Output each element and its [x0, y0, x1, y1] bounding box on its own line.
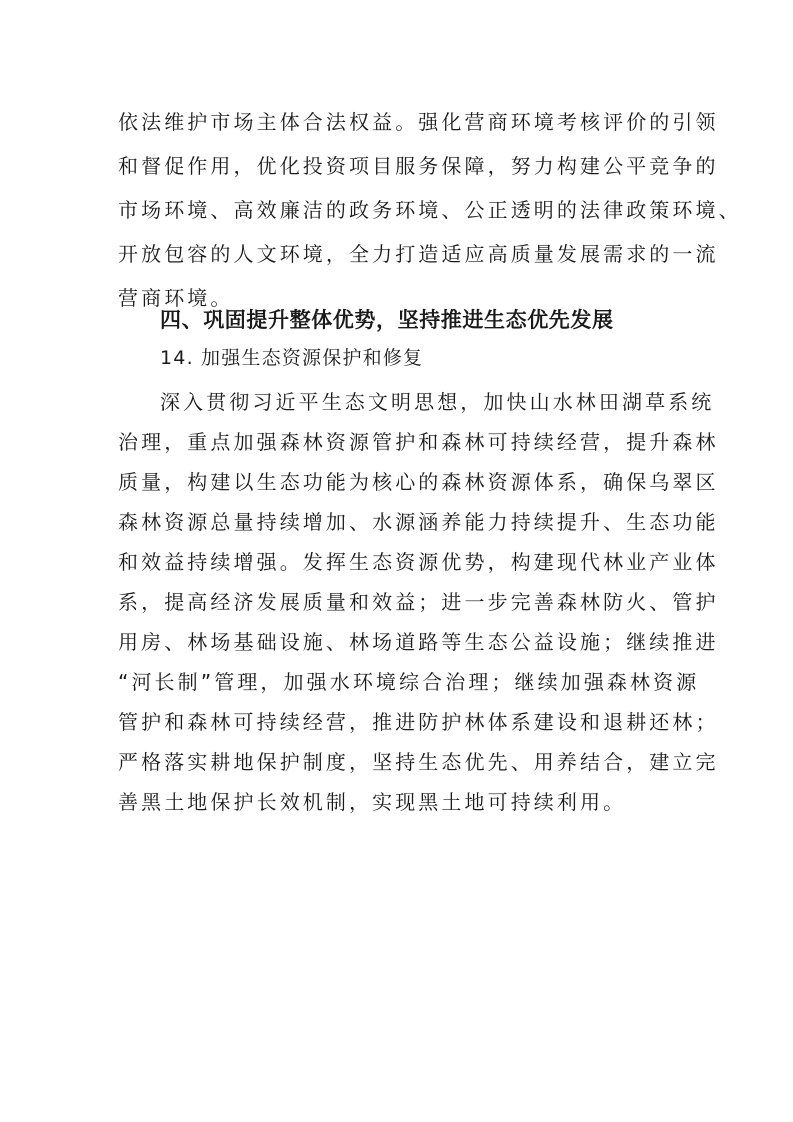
paragraph-line: 管护和森林可持续经营，推进防护林体系建设和退耕还林； [118, 710, 719, 734]
paragraph-line: 依法维护市场主体合法权益。强化营商环境考核评价的引领 [118, 110, 719, 134]
subsection-heading: 14. 加强生态资源保护和修复 [160, 347, 424, 369]
paragraph-line: 深入贯彻习近平生态文明思想，加快山水林田湖草系统 [160, 390, 715, 414]
paragraph-line: 开放包容的人文环境，全力打造适应高质量发展需求的一流 [118, 242, 719, 266]
paragraph-line: 系，提高经济发展质量和效益；进一步完善森林防火、管护 [118, 590, 719, 614]
paragraph-line: 严格落实耕地保护制度，坚持生态优先、用养结合，建立完 [118, 750, 719, 774]
paragraph-line: 用房、林场基础设施、林场道路等生态公益设施；继续推进 [118, 630, 719, 654]
paragraph-line: 营商环境。 [118, 286, 234, 310]
paragraph-line: 质量，构建以生态功能为核心的森林资源体系，确保乌翠区 [118, 470, 719, 494]
paragraph-line: 和督促作用，优化投资项目服务保障，努力构建公平竞争的 [118, 154, 719, 178]
paragraph-line: 善黑土地保护长效机制，实现黑土地可持续利用。 [118, 790, 627, 814]
paragraph-line: 治理，重点加强森林资源管护和森林可持续经营，提升森林 [118, 430, 719, 454]
paragraph-line: 森林资源总量持续增加、水源涵养能力持续提升、生态功能 [118, 510, 719, 534]
paragraph-line: 市场环境、高效廉洁的政务环境、公正透明的法律政策环境、 [118, 198, 742, 222]
paragraph-line: “河长制”管理，加强水环境综合治理；继续加强森林资源 [118, 670, 700, 694]
paragraph-line: 和效益持续增强。发挥生态资源优势，构建现代林业产业体 [118, 550, 719, 574]
section-heading: 四、巩固提升整体优势，坚持推进生态优先发展 [160, 308, 614, 332]
